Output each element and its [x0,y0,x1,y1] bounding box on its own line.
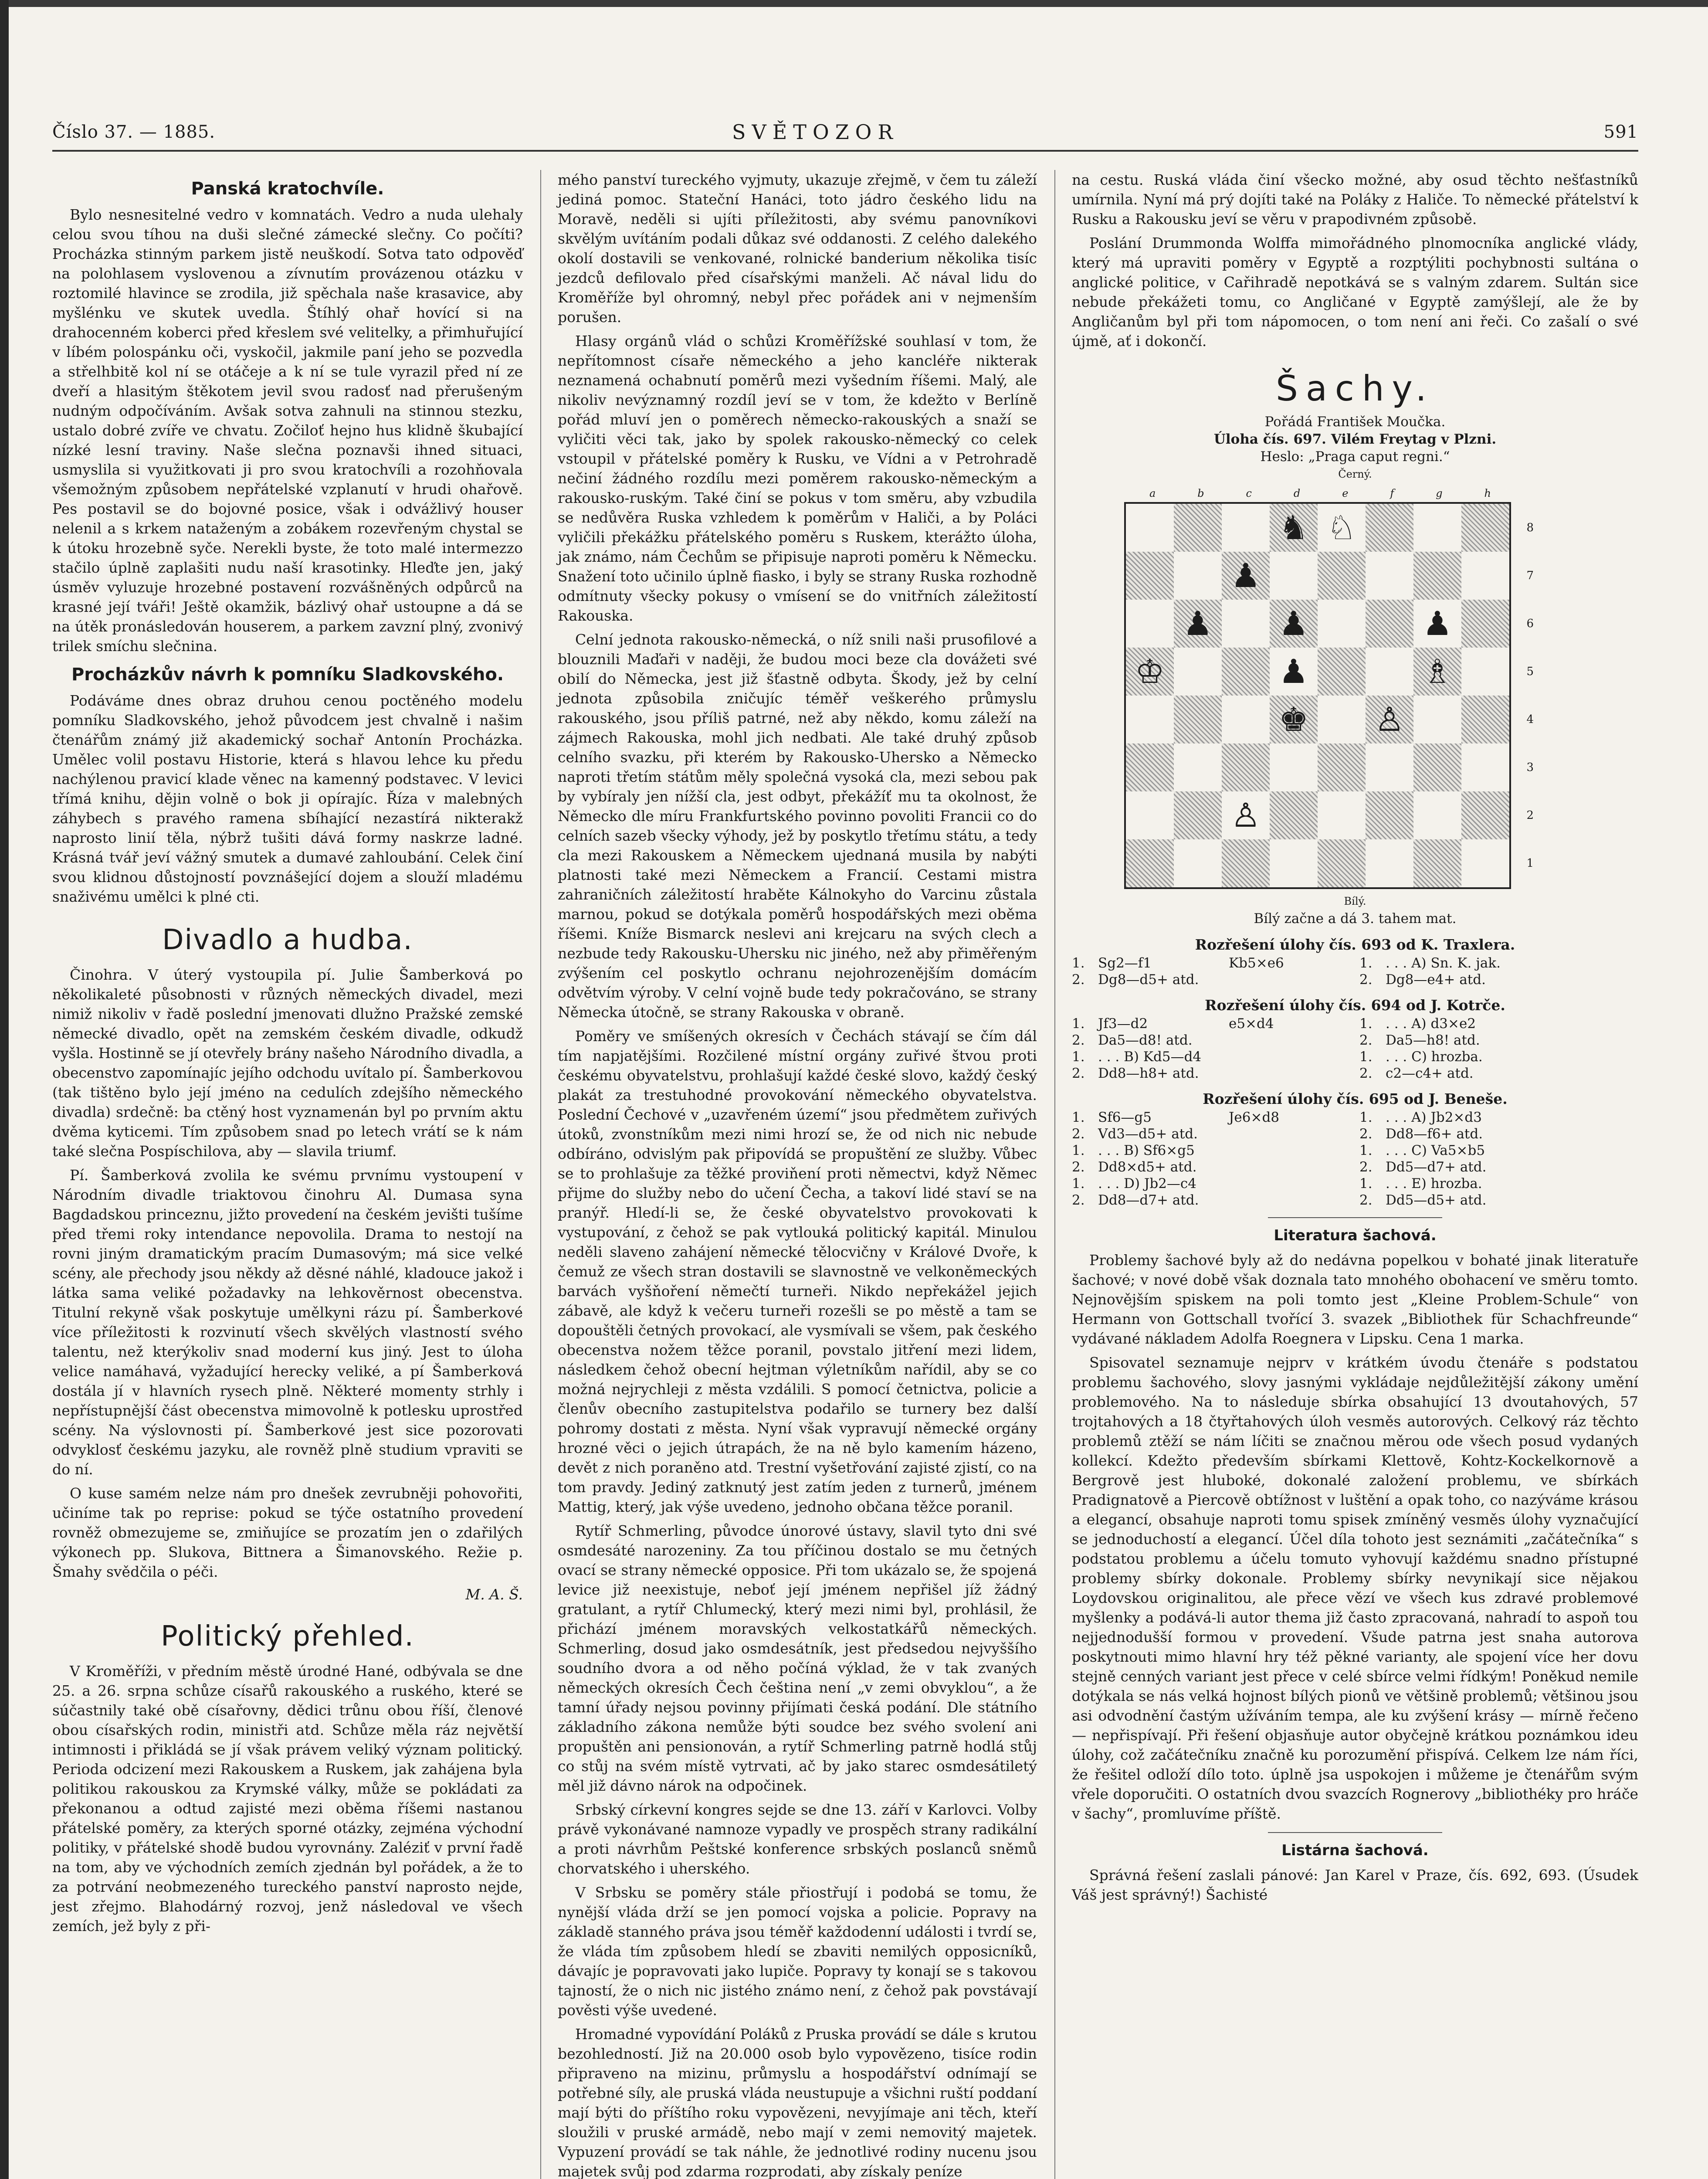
solution-move: Da5—h8! atd. [1386,1032,1480,1048]
solution-move-row [1072,1015,1638,1032]
divider [1268,1217,1442,1218]
column-rule-2 [1054,170,1055,2179]
file-label: f [1390,487,1394,499]
chess-piece: ♙ [1230,796,1261,835]
board-square [1366,600,1413,648]
article-paragraph: Bylo nesnesitelné vedro v komnatách. Vedro a nuda ulehaly celou svou tíhou na duši slečné zámecké slečny. Co počíti? Procházka stinným parkem jistě neuškodí. Sotva tato odpověď na polohlasem vyslovenou a zívnutím provázenou otázku v roztomilé hlavince se zrodila, již spěchala naše krasavice, aby myšlénku ve skutek uvedla. Štíhlý ohař hovící si na drahocenném koberci před křeslem své velitelky, a přimhuřující v líbém polospánku oči, vyskočil, jakmile paní jeho se pozvedla a střelhbitě kol ní se otáčeje a k ní se tule vyrazil před ní ze dveří a hlasitým štěkotem jevil svou radosť nad přerušeným nudným odpočíváním. Avšak sotva zahnuli na stinnou stezku, ustalo dobré zvíře ve chvatu. Zočiloť hejno hus klidně škubající nízké lesní traviny. Naše slečna poznavši ihned situaci, usmyslila si využitkovati ji pro svou kratochvíli a rozohňovala všemožným způsobem nepřátelské vzplanutí v hrudi ohařově. Pes postavil se do bojovné posice, však i odvážlivý houser nelenil a s krkem nataženým a zobákem rozevřeným chystal se k útoku hrozebně syče. Nerekli byste, že toto malé intermezzo stačilo úplně zaplašiti nudu naší krasotinky. Hleďte jen, jaký úsměv vyluzuje hrozebné postavení rozvášněných odpůrců na krasné její tváři! Ještě okamžik, bázlivý ohař ustoupne a dá se na útěk pronásledován houserem, a parkem zavzní plný, zvonivý trilek smíchu slečnina. [52,206,523,655]
chess-piece: ♘ [1326,508,1357,547]
column-2 [558,170,1037,2179]
board-square [1413,743,1461,791]
article-paragraph: O kuse samém nelze nám pro dnešek zevrubněji pohovořiti, učiníme tak po reprise: pokud se týče ostatního provedení rovněž obmezujeme se, zmiňujíce se prozatím jen o zdařilých výkonech pp. Slukova, Bittnera a Šimanovského. Režie p. Šmahy svědčila o péči. [52,1485,523,1580]
board-square [1174,743,1222,791]
page-number: 591 [1603,122,1638,142]
article-paragraph: Poměry ve smíšených okresích v Čechách stávají se čím dál tím napjatějšími. Rozčilené místní orgány zuřivé štvou proti českému obyvatelstvu, prohlašují každé české slovo, každý český plakát za trestuhodné provokování německého obyvatelstva. Poslední Čechové v „uzavřeném území“ jsou předmětem zuřivých útoků, zvonstníkům mezi nimi hrozí se, že od nich nic nebude odbíráno, odvislým pak připovídá se propuštění ze služby. Vůbec se to prohlašuje za těžké proviňení proti němectvi, když Němec přijme do služby nebo do učení Čecha, a takoví lidé staví se na pranýř. Hledí-li se, že české obyvatelstvo provokovati k vystupování, z čehož se pak vytlouká politický kapitál. Minulou neděli slaveno zahájení německé tělocvičny v Králové Dvoře, k čemuž ze všech stran dostavili se slavnostně ve velkoněmeckých barvách vyšňoření němečtí turneři. Nikdo nepřekážel jejich zábavě, ale když k večeru turneři rozešli se po městě a tam se dopouštěli četných provokací, ale vysmívali se všem, pak českého obecenstva nožem těžce poranil, povstalo jitření mezi lidem, následkem čehož obecní hejtman výletníkům nařídil, aby se co možná nejrychleji z města vzdálili. S pomocí četnictva, policie a členův obecního zastupitelstva podařilo se turnery bez další pohromy dostati z města. Nyní však vypravují německé orgány hrozné věci o jejich útrapách, že na ně bylo kamením házeno, devět z nich poraněno atd. Trestní vyšetřování zajisté zjistí, co na tom pravdy. Jediný zatknutý jest zatím jeden z turnerů, jménem Mattig, který, jak výše uvedeno, jednoho občana těžce poranil. [558,1028,1037,1515]
divider [1268,1832,1442,1833]
solution-move: 2. [1359,972,1372,988]
board-square [1222,552,1270,600]
column-1 [52,170,523,1940]
board-square [1174,504,1222,552]
solution-move: 2. [1359,1032,1372,1048]
solution-move: 2. [1072,1159,1085,1175]
board-square [1174,696,1222,743]
solution-move: 2. [1359,1159,1372,1175]
solution-move: Je6×d8 [1229,1110,1280,1125]
solution-move: 2. [1359,1126,1372,1142]
article-paragraph: Celní jednota rakousko-německá, o níž snili naši prusofilové a blouznili Maďaři v naději, že budou moci beze cla dovážeti své obilí do Německa, jest již šťastně odbyta. Škody, jež by celní jednota způsobila zničujíc téměř veškerého průmyslu rakouského, jsou příliš patrné, než aby někdo, komu záleží na zájmech Rakouska, mohl jich nedbati. Ale také druhý způsob celního svazku, při kterém by Rakousko-Uhersko a Německo naproti třetím státům měly společná vysoká cla, mezi sebou pak by vybíraly jen nížší cla, jest odbyt, překážíť mu ta okolnost, že Německo dle míru Frankfurtského povinno povoliti Francii co do celních sazeb všecky výhody, jež by poskytlo třetímu státu, a tedy cla mezi Rakouskem a Německem ujednaná musila by nabýti platnosti také mezi Německem a Francií. Cestami mistra zahraničních záležitostí hraběte Kálnokyho do Varcinu zůstala marnou, pokud se dotýkala poměrů hospodářských mezi oběma říšemi. Kníže Bismarck neslevi ani krejcaru na svých clech a nezbude tedy Rakousku-Uhersku nic jiného, než aby přiměřeným zvýšením cel poskytlo ochranu nejohrozenějším domácím odvětvím výroby. V celní vojně bude tedy pokračováno, se strany Německa útočně, se strany Rakouska v obraně. [558,631,1037,1021]
chess-editor: Pořádá František Moučka. [1264,414,1446,430]
chess-board [1124,502,1511,889]
solution-move [1229,1032,1359,1049]
solution-move: Kb5×e6 [1229,955,1284,971]
solution-move [1229,1126,1359,1142]
board-square [1126,552,1174,600]
solution-move: 1. [1359,1176,1372,1191]
solution-move: 1. [1359,955,1372,971]
board-square [1270,648,1318,696]
board-square [1174,839,1222,887]
solution-694-title: Rozřešení úlohy čís. 694 od J. Kotrče. [1205,997,1505,1014]
board-square [1413,696,1461,743]
scan-edge-left [0,0,9,2179]
magazine-title: SVĚTOZOR [732,120,899,144]
solution-move: . . . B) Kd5—d4 [1098,1049,1202,1065]
solution-move: Dd8—f6+ atd. [1386,1126,1483,1142]
chess-piece: ♟ [1183,604,1213,643]
article-paragraph: Poslání Drummonda Wolffa mimořádného plnomocníka anglické vlády, který má upraviti poměry v Egyptě a rozptýliti pochybnosti sultána o anglické politice, v Cařihradě nepotkává se s valným zdarem. Sultán sice nebude překážeti tomu, co Angličané v Egyptě zamýšlejí, ale že by Angličanům byl při tom nápomocen, o tom není ani řeči. Co zašalí o své újmě, ať i dokončí. [1072,234,1638,350]
board-square [1222,648,1270,696]
black-label: Černý. [1338,468,1372,480]
board-square [1270,839,1318,887]
board-square [1366,696,1413,743]
article-paragraph: Hromadné vypovídání Poláků z Pruska provádí se dále s krutou bezohledností. Již na 20.000 osob bylo vypovězeno, tisíce rodin připraveno na mizinu, průmyslu a hospodářství odnímají se potřebné síly, ale pruská vláda neustupuje a všichni ruští poddaní mají býti do příštího roku vypovězeni, nevyjímaje ani těch, kteří sloužili v pruské armádě, nebo mají v zemi nemovitý majetek. Vypuzení provádí se tak náhle, že jednotlivé rodiny nucenu jsou majetek svůj pod zdarma rozprodati, aby získaly peníze [558,2026,1037,2179]
solution-move-row [1072,1032,1638,1049]
file-label: e [1342,487,1349,499]
board-square [1318,648,1366,696]
article-paragraph: Činohra. V úterý vystoupila pí. Julie Šamberková po několikaleté působnosti v různých německých divadel, mezi nimiž nikoliv v řadě poslední jmenovati dlužno Pražské zemské německé divadlo, opět na zemském českém divadle, odkudž vyšla. Hostinně se jí otevřely brány našeho Národního divadla, a obecenstvo zapomínajíc jejího odchodu uvítalo pí. Šamberkovou (tak tištěno bylo její jméno na cedulích zdejšího německého divadla) srdečně: ba ctěný host vyznamenán byl po prvním aktu dvěma kyticemi. Tím způsobem snad po letech vrátí se k nám také slečna Pospíschilova, aby — slavila triumf. [52,966,523,1160]
solution-move-row [1072,955,1638,971]
board-square [1222,696,1270,743]
chess-motto: Heslo: „Praga caput regni.“ [1260,449,1450,465]
solution-move: Sg2—f1 [1098,955,1152,971]
solution-move: . . . A) Sn. K. jak. [1386,955,1501,971]
solution-move-row [1072,1175,1638,1192]
solution-695 [1072,1109,1638,1208]
chess-mailbox-title: Listárna šachová. [1281,1842,1429,1859]
chess-piece: ♟ [1230,556,1261,595]
chess-piece: ♟ [1422,604,1453,643]
author-signature: M. A. Š. [465,1586,523,1603]
solution-move-row [1072,1049,1638,1065]
solution-693 [1072,955,1638,988]
solution-move: 1. [1359,1143,1372,1158]
rank-label: 1 [1526,857,1534,870]
board-square [1366,552,1413,600]
board-square [1126,648,1174,696]
issue-number: Číslo 37. — 1885. [52,122,216,142]
solution-move: 1. [1072,1016,1085,1032]
rank-label: 8 [1526,521,1534,534]
board-square [1413,791,1461,839]
section-title-divadlo: Divadlo a hudba. [162,924,413,956]
rank-label: 2 [1526,809,1534,822]
solution-move: 1. [1072,1110,1085,1125]
board-square [1222,839,1270,887]
article-paragraph: V Kroměříži, v předním městě úrodné Hané, odbývala se dne 25. a 26. srpna schůze císařů rakouského a ruského, které se súčastnily také obě císařovny, dědici trůnu obou říší, členové obou císařských rodin, ministři atd. Schůze měla ráz největší intimnosti i přikládá se jí však právem veliký význam politický. Perioda odcizení mezi Rakouskem a Ruskem, jak zahájena byla politikou rakouskou za Krymské války, může se pokládati za překonanou a odtud zajisté mezi oběma říšemi nastanou přátelské poměry, za kterých sporné otázky, zejména východní politiky, v přátelské shodě budou vyrovnány. Zaléziť v první řadě na tom, aby ve východních zemích zjednán byl pořádek, a že to za potrvání neobmezeného tureckého panství naprosto nejde, jest zřejmo. Blahodárný rozvoj, jenž následoval ve všech zemích, jež byly z při- [52,1663,523,1935]
solution-move [1229,1049,1359,1065]
solution-move: c2—c4+ atd. [1386,1066,1474,1081]
solution-move-row [1072,1159,1638,1175]
board-square [1126,504,1174,552]
board-square [1318,696,1366,743]
board-square [1270,504,1318,552]
board-square [1174,648,1222,696]
solution-move: Jf3—d2 [1098,1016,1148,1032]
board-square [1222,504,1270,552]
board-square [1318,839,1366,887]
board-square [1318,552,1366,600]
column-rule-1 [540,170,541,2179]
solution-move-row [1072,1192,1638,1208]
solution-move [1229,971,1359,988]
board-square [1413,504,1461,552]
chess-literature-title: Literatura šachová. [1274,1227,1437,1244]
article-paragraph: Rytíř Schmerling, původce únorové ústavy, slavil tyto dni své osmdesáté narozeniny. Za tou příčinou dostalo se mu četných ovací se strany německé opposice. Při tom ukázalo se, že spojená levice již neexistuje, neboť její jménem nepřišel jíž žádný gratulant, a rytíř Chlumecký, který mezi nimi byl, prohlásil, že přichází jménem moravských velkostatkářů německých. Schmerling, dosud jako osmdesátník, jest předsedou nejvyššího soudního dvora a od něho počíná výklad, že v tak zvaných německých okresích Čech čeština není „v zemi obvyklou“, a že tamní úřady nejsou povinny přijímati česká podání. Dle státního základního zákona nemůže býti soudce bez svého svolení ani propuštěn ani pensionován, a rytíř Schmerling patrně hodlá stůj co stůj na svém místě vytrvati, ač by jako starec osmdesátiletý měl již dávno nárok na odpočinek. [558,1522,1037,1794]
solution-move: . . . C) Va5×b5 [1386,1143,1485,1158]
board-square [1366,839,1413,887]
solution-move-row [1072,1126,1638,1142]
board-square [1126,600,1174,648]
board-square [1461,791,1509,839]
board-square [1366,504,1413,552]
solution-move-row [1072,971,1638,988]
article-paragraph: Srbský církevní kongres sejde se dne 13. září v Karlovci. Volby právě vykonávané namnoze vypadly ve prospěch strany radikální a proti návrhům Peštské konference srbských poslanců sněmů chorvatského i uherského. [558,1801,1037,1877]
board-square [1222,743,1270,791]
rank-label: 4 [1526,713,1534,726]
scan-edge-top [0,0,1708,7]
solution-693-title: Rozřešení úlohy čís. 693 od K. Traxlera. [1195,936,1515,953]
solution-move: 1. [1072,1143,1085,1158]
section-title-politicky: Politický přehled. [161,1620,414,1653]
solution-move: 2. [1072,1126,1085,1142]
header-rule [52,150,1638,152]
solution-move: 2. [1359,1192,1372,1208]
board-square [1461,504,1509,552]
solution-move: 1. [1359,1110,1372,1125]
board-square [1413,839,1461,887]
article-paragraph: Podáváme dnes obraz druhou cenou poctěného modelu pomníku Sladkovského, jehož původcem jest chvalně i našim čtenářům známý již akademický sochař Antonín Procházka. Umělec volil postavu Historie, která s hlavou lehce ku předu nachýlenou pravicí klade věnec na kamenný podstavec. V levici třímá knihu, dějin volně o bok ji opírajíc. Říza v malebných záhybech s pravého ramena sbíhající nezastírá nikterakž naprosto linií těla, nýbrž tušiti dává formy naskrze ladné. Krásná tvář jeví vážný smutek a dumavé zahloubání. Celek činí svou klidnou důstojností povznášející dojem a slouží mladému snaživému umělci k plné cti. [52,692,523,905]
page [52,105,1638,2179]
chess-piece: ♔ [1135,652,1165,691]
article-title-prochazka: Procházkův návrh k pomníku Sladkovského. [71,665,504,685]
solution-move: Dd5—d5+ atd. [1386,1192,1487,1208]
board-square [1270,696,1318,743]
board-square [1318,504,1366,552]
solution-move: 1. [1359,1016,1372,1032]
board-square [1461,648,1509,696]
solution-move: Vd3—d5+ atd. [1098,1126,1198,1142]
file-label: g [1436,487,1443,499]
file-label: c [1246,487,1252,499]
solution-move [1229,1065,1359,1082]
board-square [1461,552,1509,600]
board-square [1461,600,1509,648]
board-square [1174,791,1222,839]
chess-piece: ♙ [1374,700,1405,739]
board-square [1461,743,1509,791]
solution-move: 1. [1072,1049,1085,1065]
rank-label: 6 [1526,617,1534,630]
solution-move [1229,1175,1359,1192]
board-square [1270,743,1318,791]
board-square [1318,791,1366,839]
chess-diagram [1124,487,1534,889]
board-square [1270,791,1318,839]
solution-move: 2. [1072,1032,1085,1048]
board-square [1174,600,1222,648]
solution-move: . . . B) Sf6×g5 [1098,1143,1195,1158]
chess-section-title: Šachy. [1276,368,1434,409]
solution-move: Dd5—d7+ atd. [1386,1159,1487,1175]
solution-move [1229,1192,1359,1208]
board-square [1174,552,1222,600]
article-paragraph: Spisovatel seznamuje nejprv v krátkém úvodu čtenáře s podstatou problemu šachového, slovy jasnými vykládaje nejdůležitější zákony umění problemového. Na to následuje sbírka obsahující 13 dvoutahových, 57 trojtahových a 18 čtyřtahových úloh vesměs autorových. Celkový ráz těchto problemů ztěží se nám líčiti se značnou měrou ode všech posud vydaných kollekcí. Kdežto především sbírkami Klettově, Kohtz-Kockelkornově a Bergrově jest hluboké, dokonalé založení problemu, ve sbírkách Pradignatově a Piercově obtížnost v luštění a opak toho, co nazýváme krásou a elegancí, obsahuje naproti tomu spisek zmíněný vesměs úlohy vyznačující se jednoduchostí a elegancí. Účel díla tohoto jest seznámiti „začátečníka“ s podstatou problemu a účelu tomuto vyhovují každému snadno přístupné problemy sbírky dokonale. Problemy sbírky nevynikají sice nějakou Loydovskou originalitou, ale přece vězí ve všech kus zdravé problemové myšlenky a podává-li autor thema již často zpracovaná, nahradí to aspoň tou nejjednodušší formou v provedení. Všude patrna jest snaha autorova poskytnouti mimo hlavní hry též pěkné varianty, ale spojení více her dovu stejně cenných variant jest přece v celé sbírce velmi řídkým! Poněkud nemile dotýkala se nás velká hojnost bílých pionů ve většině problemů; většinou jsou asi odvodnění častým užíváním tempa, ale ku zvýšení krásy — mírně řečeno — nepřispívají. Při řešení objasňuje autor obyčejně krátkou poznámkou ideu úlohy, což začátečníku značně ku porozumění přispívá. Celkem lze nám říci, že řešitel odloží dílo toto. úplně jsa uspokojen i můžeme je čtenářům svým vřele doporučiti. O ostatních dvou svazcích Rognerovy „bibliothéky pro hráče v šachy“, promluvíme příště. [1072,1354,1638,1822]
solution-move: 1. [1359,1049,1372,1065]
board-square [1270,552,1318,600]
board-file-labels [1128,487,1512,499]
solution-move: 1. [1072,955,1085,971]
solution-move-row [1072,1142,1638,1159]
article-title-panska-kratochvile: Panská kratochvíle. [191,179,384,199]
solution-move: Dg8—e4+ atd. [1386,972,1486,988]
solution-move [1229,1159,1359,1175]
solution-move: Da5—d8! atd. [1098,1032,1193,1048]
white-label: Bílý. [1344,895,1366,907]
board-square [1461,839,1509,887]
board-square [1366,791,1413,839]
article-paragraph: Hlasy orgánů vlád o schůzi Kroměřížské souhlasí v tom, že nepřítomnost císaře německého a jeho kancléře nikterak neznamená ochabnutí poměrů mezi vyšedním říšemi. Malý, ale nikoliv nevýznamný rozdíl jeví se v tom, že kdežto v Berlíně pořád mluví jen o poměrech německo-rakouských a snaží se vyličiti věci tak, jako by spolek rakousko-německý co celek vstoupil v přátelské poměry k Rusku, ve Vídni a v Petrohradě nečiní žádného rozdílu mezi poměrem rakousko-německým a rakousko-ruským. Také činí se pokus v tom směru, aby vzbudila se nedůvěra Ruska vzhledem k poměrům v Haliči, a by Poláci vyličili překážku přátelského poměru s Ruskem, kterážto úloha, jak známo, nám Čechům se připisuje naproti poměru k Německu. Snažení toto učinilo úplně fiasko, i byly se strany Ruska rozhodně odmítnuty všecky pokusy o vmísení se do vnitřních záležitostí Rakouska. [558,333,1037,624]
chess-piece: ♟ [1278,604,1309,643]
solution-move: 2. [1072,972,1085,988]
chess-piece: ♚ [1278,700,1309,739]
article-paragraph: Problemy šachové byly až do nedávna popelkou v bohaté jinak literatuře šachové; v nové době však doznala tato mnohého obohacení ve směru tomto. Nejnovějším spiskem na poli tomto jest „Kleine Problem-Schule“ von Hermann von Gottschall tvořící 3. svazek „Bibliothek für Schachfreunde“ vydávané nákladem Adolfa Roegnera v Lipsku. Cena 1 marka. [1072,1252,1638,1347]
solution-move: Sf6—g5 [1098,1110,1152,1125]
file-label: b [1197,487,1204,499]
board-rank-labels [1526,504,1534,887]
solution-move: 1. [1072,1176,1085,1191]
board-square [1222,791,1270,839]
board-square [1318,743,1366,791]
file-label: a [1149,487,1156,499]
chess-piece: ♟ [1278,652,1309,691]
rank-label: 7 [1526,569,1534,582]
board-square [1413,648,1461,696]
solution-move: . . . A) Jb2×d3 [1386,1110,1482,1125]
solution-move: . . . A) d3×e2 [1386,1016,1476,1032]
solution-move: 2. [1072,1066,1085,1081]
board-square [1318,600,1366,648]
solution-move: Dd8—d7+ atd. [1098,1192,1199,1208]
solution-695-title: Rozřešení úlohy čís. 695 od J. Beneše. [1203,1090,1508,1107]
chess-piece: ♗ [1422,652,1453,691]
file-label: d [1293,487,1301,499]
solution-move: Dd8—h8+ atd. [1098,1066,1199,1081]
board-square [1126,743,1174,791]
rank-label: 5 [1526,665,1534,678]
problem-condition: Bílý začne a dá 3. tahem mat. [1254,911,1457,927]
board-square [1126,839,1174,887]
solution-move: . . . D) Jb2—c4 [1098,1176,1197,1191]
solution-move: Dd8×d5+ atd. [1098,1159,1197,1175]
article-paragraph: na cestu. Ruská vláda činí všecko možné, aby osud těchto nešťastníků umírnila. Nyní má prý dojíti také na Poláky z Haliče. To německé přátelství k Rusku a Rakousku jeví se věru v prapodivném způsobě. [1072,171,1638,227]
solution-move: 2. [1359,1066,1372,1081]
file-label: h [1484,487,1491,499]
board-square [1413,600,1461,648]
board-square [1461,696,1509,743]
chess-piece: ♞ [1278,508,1309,547]
solution-move: e5×d4 [1229,1016,1274,1032]
solution-move-row [1072,1109,1638,1126]
board-square [1126,696,1174,743]
board-square [1222,600,1270,648]
page-header [52,105,1638,153]
rank-label: 3 [1526,761,1534,774]
board-square [1366,743,1413,791]
chess-problem-title: Úloha čís. 697. Vilém Freytag v Plzni. [1213,431,1497,447]
board-square [1126,791,1174,839]
article-paragraph: mého panství tureckého vyjmuty, ukazuje zřejmě, v čem tu záleží jediná pomoc. Stateční Hanáci, toto jádro českého lidu na Moravě, neděli si ujíti příležitosti, aby svému panovníkovi skvělým uvítáním podali důkaz své oddanosti. Z celého dalekého okolí dostavili se venkované, rolnické banderium několika tisíc jezdců defilovalo před císařskými manželi. Ač nával lidu do Kroměříže byl ohromný, nebyl přec pořádek ani v nejmenším porušen. [558,171,1037,326]
solution-move-row [1072,1065,1638,1082]
board-square [1413,552,1461,600]
solution-694 [1072,1015,1638,1082]
solution-move [1229,1142,1359,1159]
board-square [1366,648,1413,696]
article-paragraph: Správná řešení zaslali pánové: Jan Karel v Praze, čís. 692, 693. (Úsudek Váš jest správný!) Šachisté [1072,1867,1638,1903]
article-paragraph: V Srbsku se poměry stále přiostřují i podobá se tomu, že nynější vláda drží se jen pomocí vojska a policie. Popravy na základě stanného práva jsou téměř každodenní události i tvrdí se, že vláda tím způsobem hledí se zbaviti nemilých opposicníků, dávajíc je popravovati jako lupiče. Popravy ty konají se s takovou tajností, že o nich nic jistého známo není, z čehož pak povstávají pověsti výše uvedené. [558,1884,1037,2019]
solution-move: . . . E) hrozba. [1386,1176,1482,1191]
board-square [1270,600,1318,648]
solution-move: . . . C) hrozba. [1386,1049,1483,1065]
article-paragraph: Pí. Šamberková zvolila ke svému prvnímu vystoupení v Národním divadle triaktovou činohru Al. Dumasa syna Bagdadskou princeznu, jižto provedení na českém jevišti tušíme před třemi roky intendance nepovolila. Drama to nestojí na rovni jiným dramatickým pracím Dumasovým; má sice velké scény, ale přechody jsou někdy až děsné náhlé, kladouce jakož i látka sama veliké požadavky na lehkověrnost obecenstva. Titulní rekyně však poskytuje umělkyni rázu pí. Šamberkové více příležitosti k rozvinutí všech skvělých vlastností svého talentu, než kterýkoliv snad moderní kus jiný. Jest to úloha velice namáhavá, vyžadující herecky veliké, a pí Šamberková dostála jí v hlavních rysech plně. Některé momenty strhly i nepřístupnější část obecenstva mimovolně k potlesku uprostřed scény. Na výslovnosti pí. Šamberkové jest sice pozorovati odvyklosť českému jazyku, ale rovněž plně studium vpraviti se do ní. [52,1167,523,1478]
column-3 [1072,170,1638,1909]
solution-move: 2. [1072,1192,1085,1208]
solution-move: Dg8—d5+ atd. [1098,972,1199,988]
